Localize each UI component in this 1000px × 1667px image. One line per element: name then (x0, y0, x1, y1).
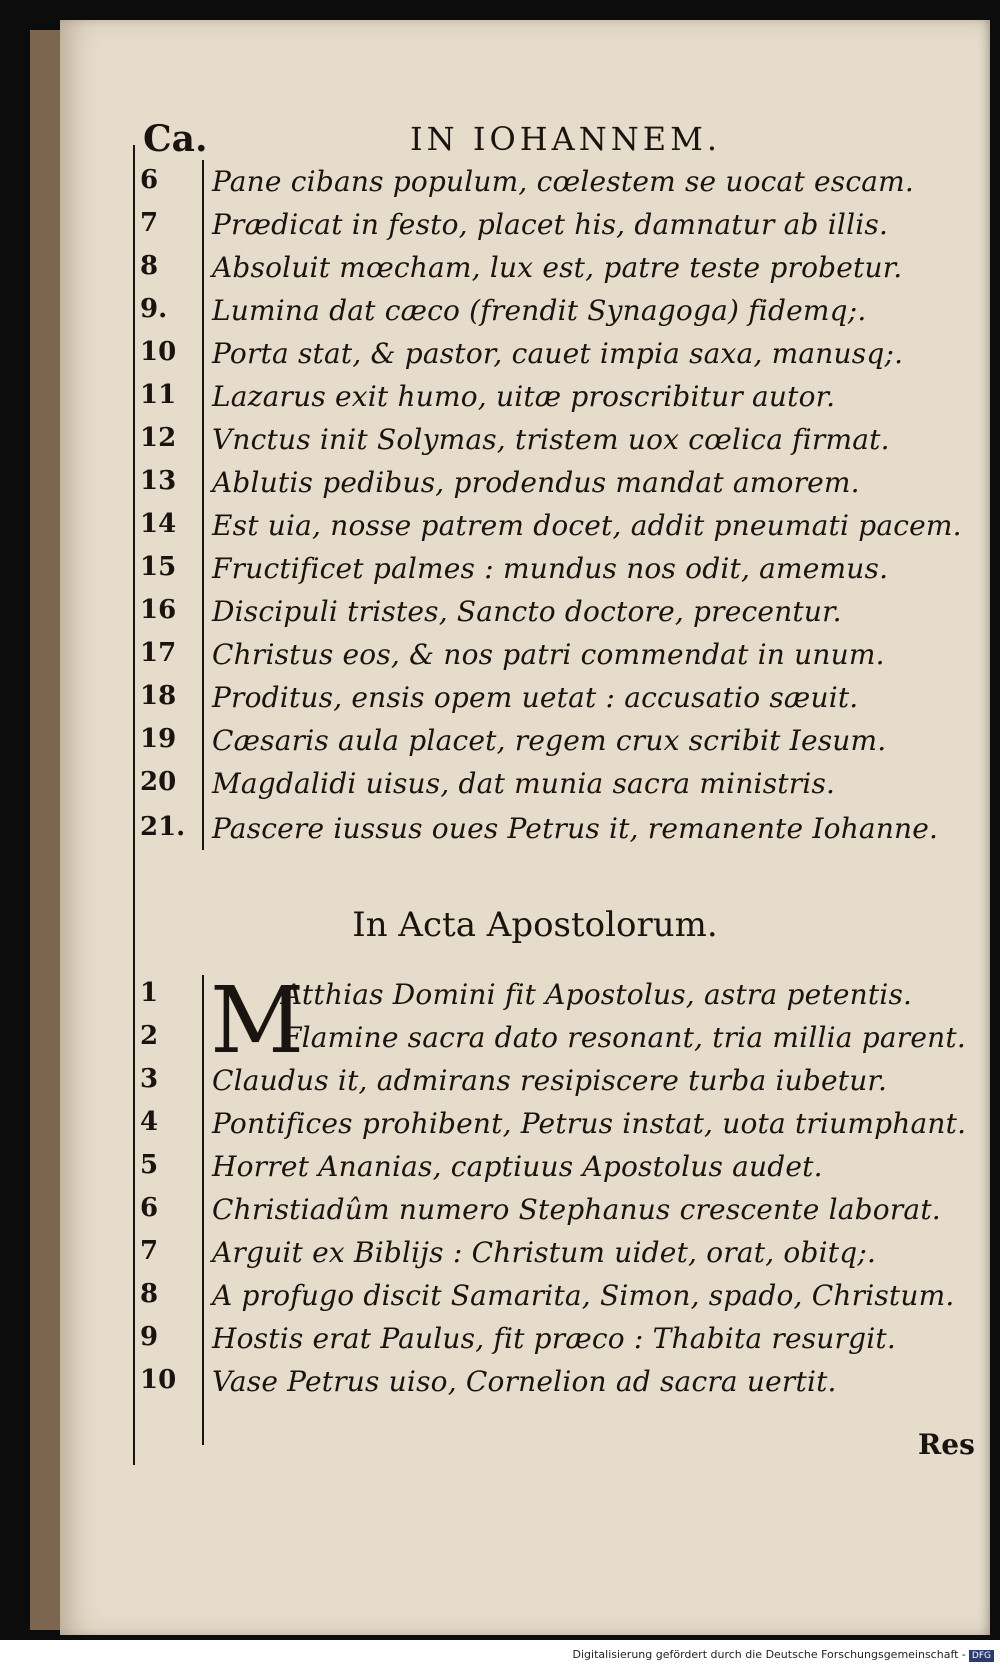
chapter-number: 9 (140, 1322, 159, 1352)
verse-text: Claudus it, admirans resipiscere turba iubetur. (212, 1064, 888, 1097)
verse-line (0, 1279, 1000, 1319)
verse-text: Lumina dat cæco (frendit Synagoga) fidemq;. (212, 294, 867, 327)
chapter-number: 20 (140, 767, 177, 797)
verse-text: Christiadûm numero Stephanus crescente laborat. (212, 1193, 941, 1226)
verse-line (0, 294, 1000, 334)
verse-line (0, 978, 1000, 1018)
chapter-number: 18 (140, 681, 177, 711)
chapter-number: 12 (140, 423, 177, 453)
chapter-number: 21. (140, 812, 186, 842)
verse-text: Est uia, nosse patrem docet, addit pneumati pacem. (212, 509, 962, 542)
verse-text: Vnctus init Solymas, tristem uox cœlica firmat. (212, 423, 890, 456)
verse-line (0, 812, 1000, 852)
catchword: Res (918, 1428, 975, 1461)
running-title: IN IOHANNEM. (410, 120, 721, 158)
verse-line (0, 337, 1000, 377)
chapter-abbreviation: Ca. (143, 118, 208, 160)
chapter-number: 11 (140, 380, 177, 410)
dfg-logo: DFG (969, 1650, 994, 1662)
verse-line (0, 509, 1000, 549)
verse-line (0, 1322, 1000, 1362)
verse-text: Prædicat in festo, placet his, damnatur ab illis. (212, 208, 889, 241)
verse-text: Porta stat, & pastor, cauet impia saxa, manusq;. (212, 337, 904, 370)
chapter-number: 7 (140, 208, 159, 238)
verse-text: Christus eos, & nos patri commendat in unum. (212, 638, 885, 671)
running-head (0, 118, 1000, 158)
chapter-number: 9. (140, 294, 168, 324)
digitization-credit (573, 1648, 994, 1662)
verse-line (0, 1236, 1000, 1276)
verse-text: Discipuli tristes, Sancto doctore, precentur. (212, 595, 842, 628)
chapter-number: 17 (140, 638, 177, 668)
verse-line (0, 1150, 1000, 1190)
chapter-number: 6 (140, 1193, 159, 1223)
verse-line (0, 1064, 1000, 1104)
verse-line (0, 638, 1000, 678)
verse-line (0, 1021, 1000, 1061)
chapter-number: 7 (140, 1236, 159, 1266)
verse-text: Absoluit mœcham, lux est, patre teste probetur. (212, 251, 903, 284)
section-title-text: In Acta Apostolorum. (352, 905, 718, 945)
verse-text: Horret Ananias, captiuus Apostolus audet. (212, 1150, 823, 1183)
verse-line (0, 466, 1000, 506)
chapter-number: 4 (140, 1107, 159, 1137)
verse-text: Pascere iussus oues Petrus it, remanente Iohanne. (212, 812, 939, 845)
verse-line (0, 595, 1000, 635)
chapter-number: 14 (140, 509, 177, 539)
verse-text: Atthias Domini fit Apostolus, astra petentis. (282, 978, 913, 1011)
verse-text: Hostis erat Paulus, fit præco : Thabita resurgit. (212, 1322, 896, 1355)
verse-line (0, 767, 1000, 807)
verse-line (0, 251, 1000, 291)
chapter-number: 15 (140, 552, 177, 582)
verse-text: A profugo discit Samarita, Simon, spado, Christum. (212, 1279, 955, 1312)
chapter-number: 10 (140, 1365, 177, 1395)
verse-text: Ablutis pedibus, prodendus mandat amorem. (212, 466, 860, 499)
verse-text: Vase Petrus uiso, Cornelion ad sacra uertit. (212, 1365, 837, 1398)
verse-line (0, 552, 1000, 592)
verse-line (0, 1107, 1000, 1147)
chapter-number: 2 (140, 1021, 159, 1051)
chapter-number: 1 (140, 978, 159, 1008)
verse-text: Lazarus exit humo, uitæ proscribitur autor. (212, 380, 836, 413)
verse-line (0, 1193, 1000, 1233)
chapter-number: 10 (140, 337, 177, 367)
verse-line (0, 165, 1000, 205)
chapter-number: 3 (140, 1064, 159, 1094)
section-title (0, 905, 1000, 945)
chapter-number: 5 (140, 1150, 159, 1180)
verse-text: Magdalidi uisus, dat munia sacra ministris. (212, 767, 836, 800)
verse-line (0, 380, 1000, 420)
verse-text: Fructificet palmes : mundus nos odit, amemus. (212, 552, 889, 585)
verse-line (0, 681, 1000, 721)
chapter-number: 13 (140, 466, 177, 496)
verse-text: Pane cibans populum, cœlestem se uocat escam. (212, 165, 914, 198)
credit-text: Digitalisierung gefördert durch die Deutsche Forschungsgemeinschaft - (572, 1648, 966, 1661)
chapter-number: 8 (140, 1279, 159, 1309)
verse-text: Proditus, ensis opem uetat : accusatio sæuit. (212, 681, 859, 714)
verse-text: Arguit ex Biblijs : Christum uidet, orat, obitq;. (212, 1236, 877, 1269)
verse-line (0, 1365, 1000, 1405)
chapter-number: 19 (140, 724, 177, 754)
verse-line (0, 423, 1000, 463)
chapter-number: 16 (140, 595, 177, 625)
verse-line (0, 724, 1000, 764)
chapter-number: 8 (140, 251, 159, 281)
verse-text: Cæsaris aula placet, regem crux scribit Iesum. (212, 724, 887, 757)
chapter-number: 6 (140, 165, 159, 195)
verse-text: Flamine sacra dato resonant, tria millia parent. (282, 1021, 966, 1054)
verse-line (0, 208, 1000, 248)
verse-text: Pontifices prohibent, Petrus instat, uota triumphant. (212, 1107, 967, 1140)
drop-capital: M (210, 967, 305, 1074)
